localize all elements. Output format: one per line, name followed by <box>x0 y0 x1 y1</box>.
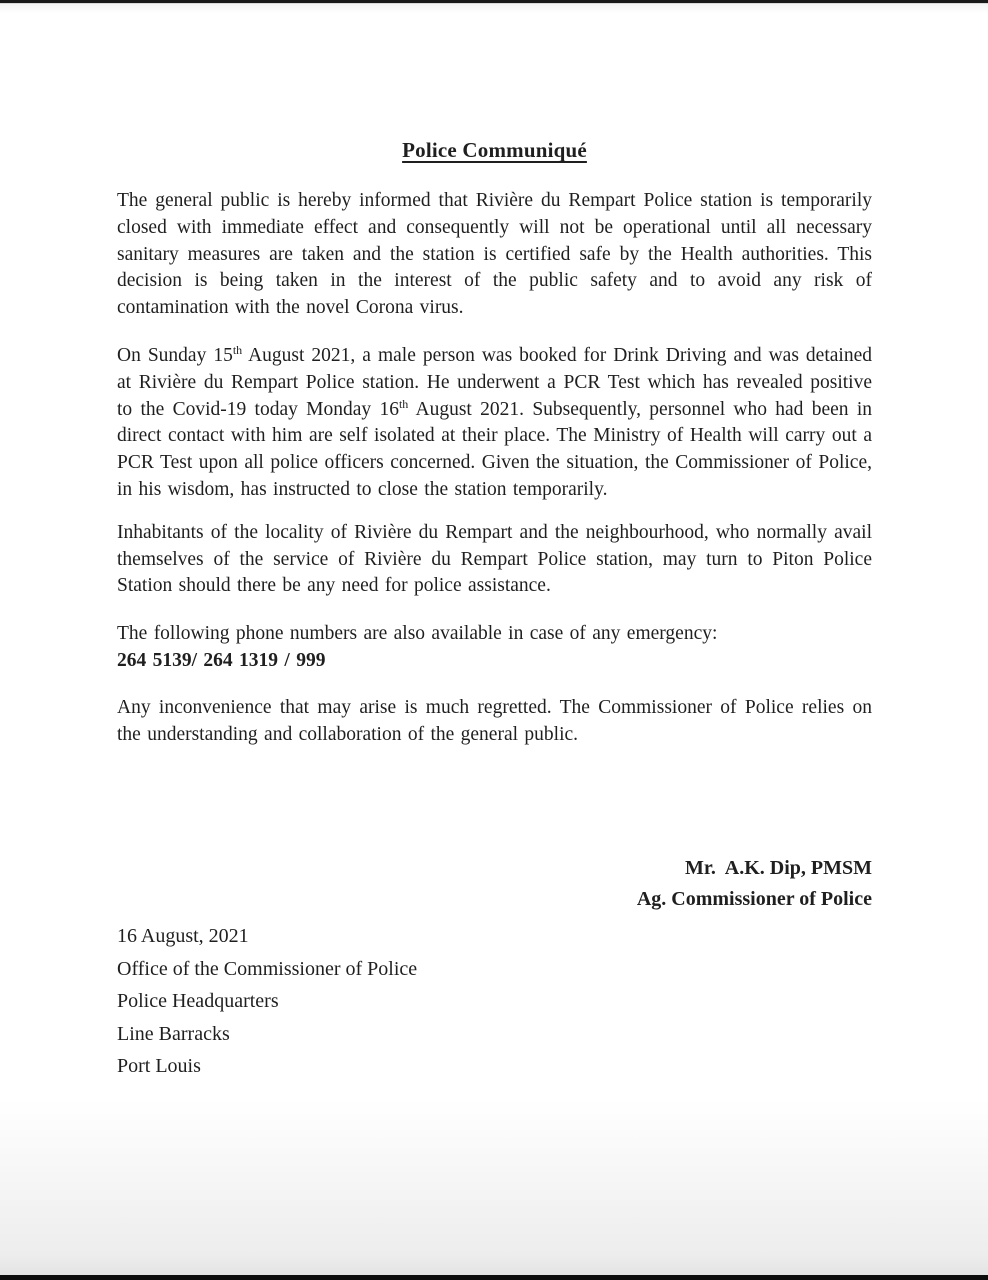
signatory-name: Mr. A.K. Dip, PMSM <box>684 857 872 880</box>
paragraph-closure-notice: The general public is hereby informed that Rivière du Rempart Police station is temporarily closed with immediate effect and consequently will not be operational until all necessary sanitary measures are taken and the station is certified safe by the Health authorities. This decision is being taken in the interest of the public safety and to avoid any risk of contamination with the novel Corona virus. <box>117 190 872 319</box>
document-title <box>117 138 872 163</box>
letter-date: 16 August, 2021 <box>117 925 249 948</box>
incident-text-part2: August 2021, a male person was booked for Drink Driving and was detained at Rivière du Rempart Police station. He underwent a PCR Test which has revealed positive to the Covid-19 today Monday 16 <box>117 344 872 420</box>
sender-city: Port Louis <box>117 1055 201 1078</box>
sender-office: Office of the Commissioner of Police <box>117 957 418 980</box>
bottom-edge-bar <box>0 1275 988 1280</box>
sender-barracks: Line Barracks <box>117 1022 230 1045</box>
signature-block <box>117 853 872 915</box>
ordinal-superscript-16th: th <box>398 396 409 411</box>
sender-headquarters: Police Headquarters <box>117 990 279 1013</box>
sender-address-block <box>117 920 872 1083</box>
paragraph-incident-details <box>117 343 872 504</box>
incident-text-part3: August 2021. Subsequently, personnel who had been in direct contact with him are self isolated at their place. The Ministry of Health will carry out a PCR Test upon all police officers concerned. Given the situation, the Commissioner of Police, in his wisdom, has instructed to close the station temporarily. <box>117 398 872 500</box>
letter-content <box>117 0 872 1083</box>
paragraph-alternative-station: Inhabitants of the locality of Rivière du Rempart and the neighbourhood, who normally avail themselves of the service of Rivière du Rempart Police station, may turn to Piton Police Station should there be any need for police assistance. <box>117 521 872 597</box>
paragraph-emergency-contacts <box>117 621 872 675</box>
emergency-phone-numbers: 264 5139/ 264 1319 / 999 <box>117 649 326 671</box>
ordinal-superscript-15th: th <box>232 342 243 357</box>
incident-text-part1: On Sunday 15 <box>117 344 233 366</box>
document-title-text: Police Communiqué <box>402 138 587 162</box>
signatory-role: Ag. Commissioner of Police <box>636 888 872 911</box>
emergency-intro-line: The following phone numbers are also available in case of any emergency: <box>117 623 718 645</box>
paragraph-apology: Any inconvenience that may arise is much regretted. The Commissioner of Police relies on the understanding and collaboration of the general public. <box>117 696 872 745</box>
